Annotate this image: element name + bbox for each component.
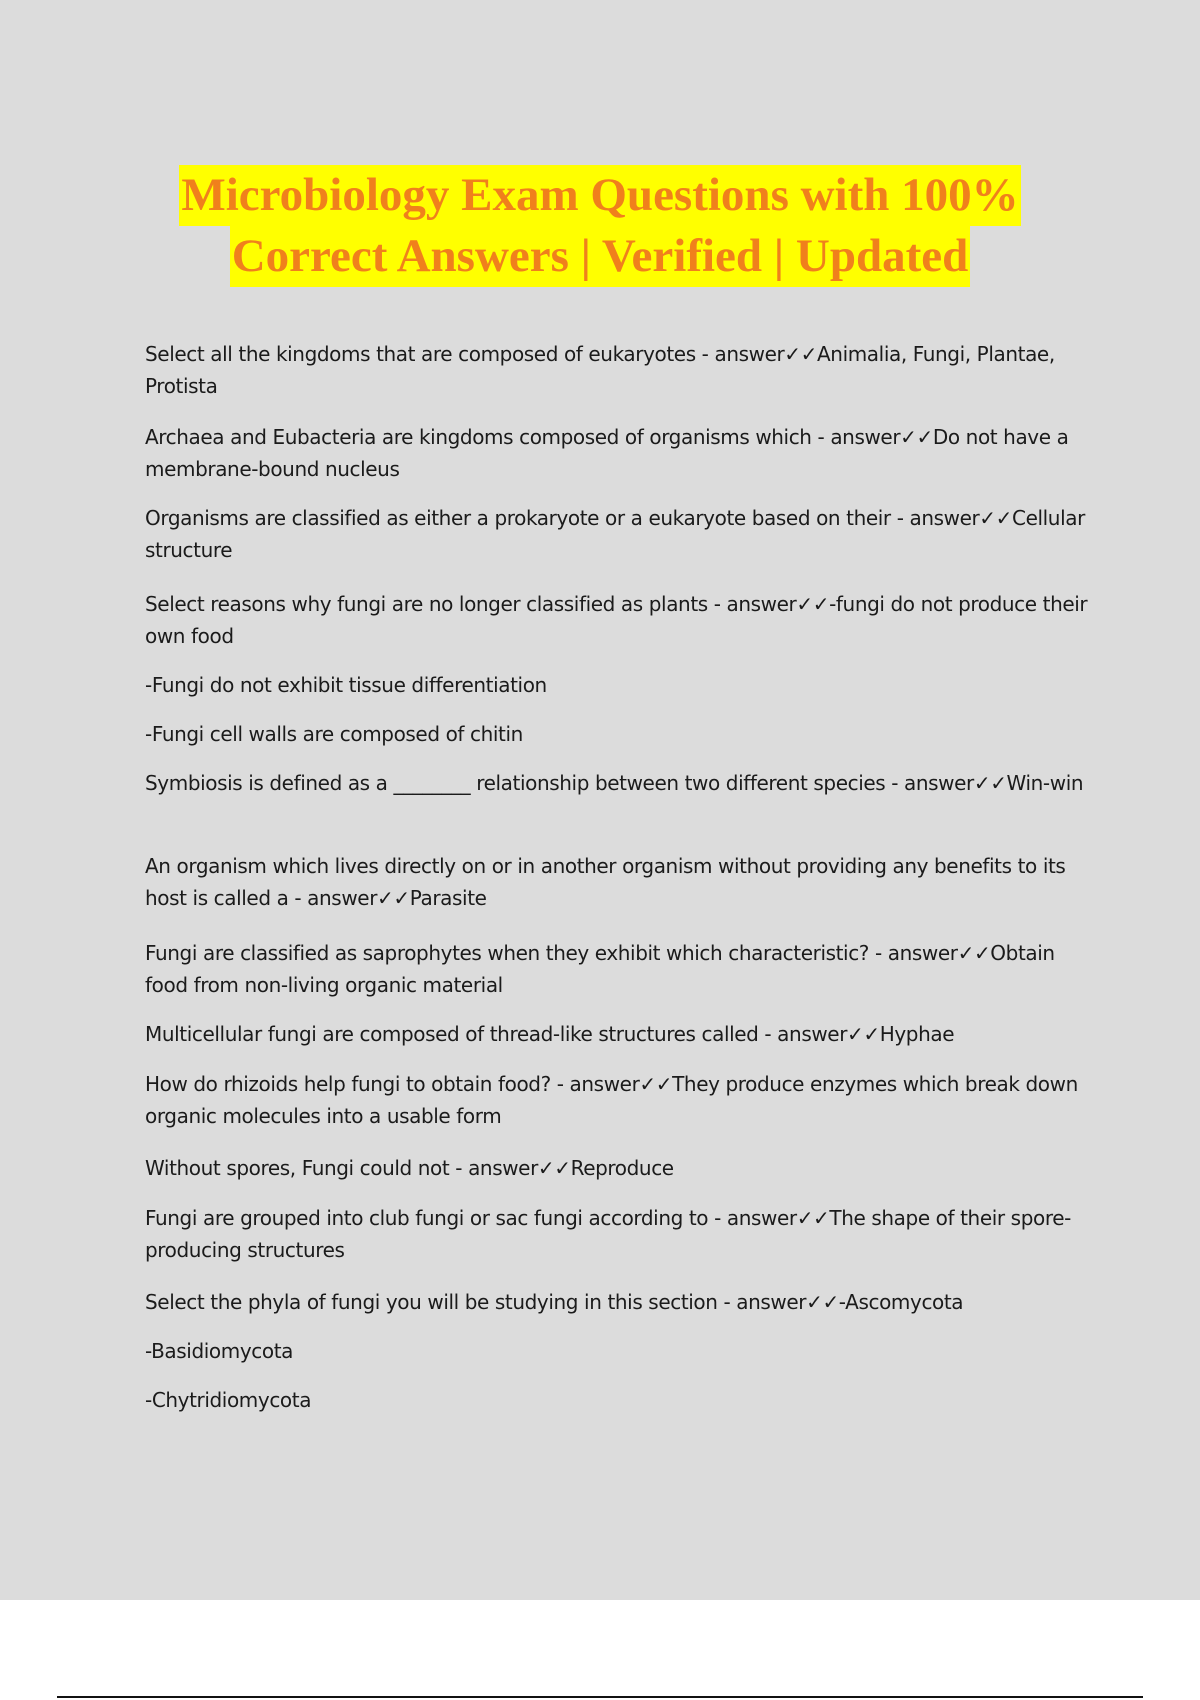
title-line-2: Correct Answers | Verified | Updated xyxy=(230,226,971,287)
qa-paragraph: Symbiosis is defined as a ________ relationship between two different species - answer✓✓Win-win xyxy=(145,771,1084,795)
qa-paragraph: Select reasons why fungi are no longer classified as plants - answer✓✓-fungi do not produce their own food xyxy=(145,592,1088,648)
qa-paragraph: Without spores, Fungi could not - answer✓✓Reproduce xyxy=(145,1156,674,1180)
qa-paragraph: How do rhizoids help fungi to obtain food? - answer✓✓They produce enzymes which break down organic molecules into a usable form xyxy=(145,1072,1078,1128)
qa-paragraph: Multicellular fungi are composed of thread-like structures called - answer✓✓Hyphae xyxy=(145,1022,955,1046)
title-line-1: Microbiology Exam Questions with 100% xyxy=(179,165,1020,226)
footer-divider xyxy=(57,1696,1143,1698)
document-title xyxy=(100,165,1100,287)
qa-paragraph: Organisms are classified as either a prokaryote or a eukaryote based on their - answer✓✓Cellular structure xyxy=(145,506,1085,562)
qa-paragraph: -Fungi do not exhibit tissue differentiation xyxy=(145,673,547,697)
qa-paragraph: Select all the kingdoms that are composed of eukaryotes - answer✓✓Animalia, Fungi, Plantae, Protista xyxy=(145,342,1055,398)
qa-paragraph: Select the phyla of fungi you will be studying in this section - answer✓✓-Ascomycota xyxy=(145,1290,964,1314)
qa-paragraph: Fungi are grouped into club fungi or sac fungi according to - answer✓✓The shape of their spore-producing structures xyxy=(145,1206,1071,1262)
qa-paragraph: Archaea and Eubacteria are kingdoms composed of organisms which - answer✓✓Do not have a membrane-bound nucleus xyxy=(145,425,1069,481)
qa-paragraph: An organism which lives directly on or in another organism without providing any benefits to its host is called a - answer✓✓Parasite xyxy=(145,854,1066,910)
qa-paragraph: Fungi are classified as saprophytes when they exhibit which characteristic? - answer✓✓Obtain food from non-living organic material xyxy=(145,941,1055,997)
qa-paragraph: -Chytridiomycota xyxy=(145,1388,312,1412)
qa-paragraph: -Basidiomycota xyxy=(145,1339,293,1363)
qa-paragraph: -Fungi cell walls are composed of chitin xyxy=(145,722,523,746)
